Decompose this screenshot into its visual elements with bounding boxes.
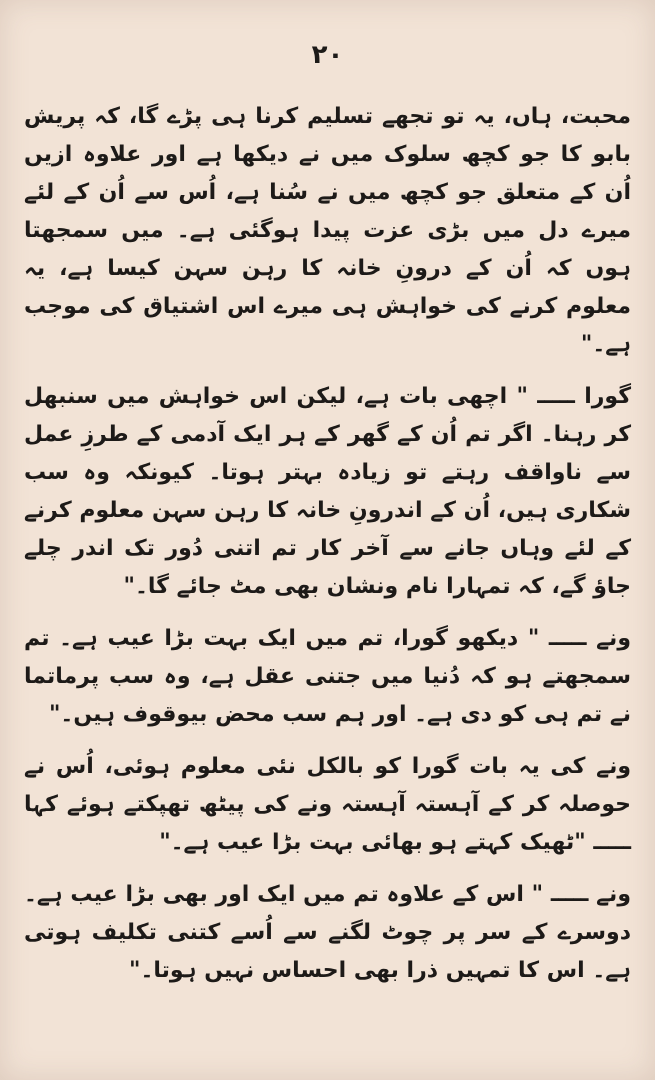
paragraph-2: گورا ـــــ " اچھی بات ہے، لیکن اس خواہش میں سنبھل کر رہنا۔ اگر تم اُن کے گھر کے ہر ایک آدمی کے طرزِ عمل سے ناواقف رہتے تو زیادہ بہتر ہوتا۔ کیونکہ وہ سب شکاری ہیں، اُن کے اندرونِ خانہ کا رہن سہن معلوم کرنے کے لئے وہاں جانے سے آخر کار تم اتنی دُور تک اندر چلے جاؤ گے، کہ تمہارا نام ونشان بھی مٹ جائے گا۔"	[24, 384, 631, 599]
paragraph-3: ونے ـــــ " دیکھو گورا، تم میں ایک بہت بڑا عیب ہے۔ تم سمجھتے ہو کہ دُنیا میں جتنی عقل ہے، وہ سب پرماتما نے تم ہی کو دی ہے۔ اور ہم سب محض بیوقوف ہیں۔"	[24, 626, 631, 727]
paragraph-4: ونے کی یہ بات گورا کو بالکل نئی معلوم ہوئی، اُس نے حوصلہ کر کے آہستہ آہستہ ونے کی پیٹھ تھپکتے ہوئے کہا ـــــ "ٹھیک کہتے ہو بھائی بہت بڑا عیب ہے۔"	[24, 754, 631, 855]
page-number: ۲۰	[311, 40, 344, 70]
paragraph-5: ونے ـــــ " اس کے علاوہ تم میں ایک اور بھی بڑا عیب ہے۔ دوسرے کے سر پر چوٹ لگنے سے اُسے کتنی تکلیف ہوتی ہے۔ اس کا تمہیں ذرا بھی احساس نہیں ہوتا۔"	[24, 882, 631, 983]
page-text	[24, 98, 631, 1004]
paragraph-1: محبت، ہاں، یہ تو تجھے تسلیم کرنا ہی پڑے گا، کہ پریش بابو کا جو کچھ سلوک میں نے دیکھا ہے اور علاوہ ازیں اُن کے متعلق جو کچھ میں نے سُنا ہے، اُس سے اُن کے لئے میرے دل میں بڑی عزت پیدا ہوگئی ہے۔ میں سمجھتا ہوں کہ اُن کے درونِ خانہ کا رہن سہن کیسا ہے، یہ معلوم کرنے کی خواہش ہی میرے اس اشتیاق کی موجب ہے۔"	[24, 104, 631, 357]
